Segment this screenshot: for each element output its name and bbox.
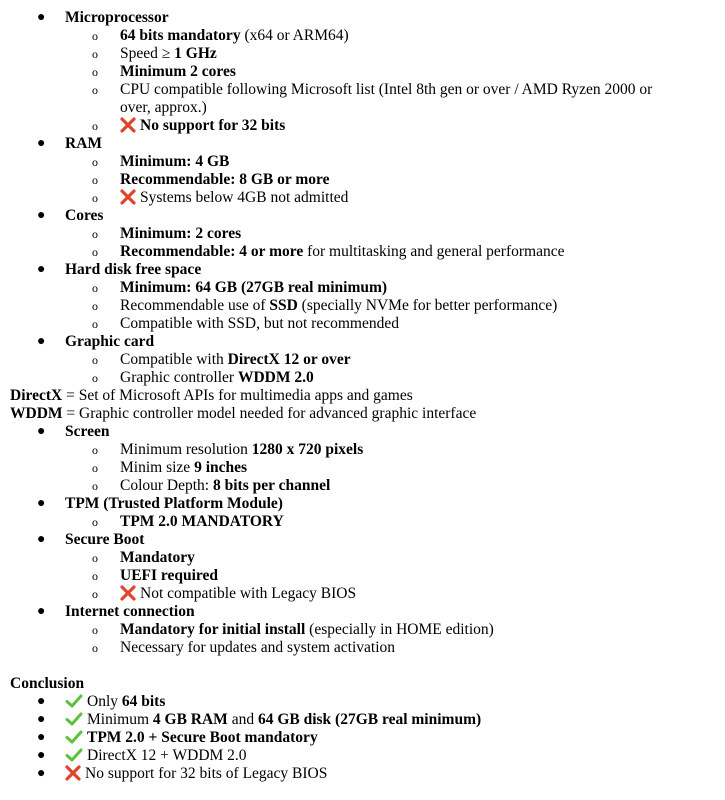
bullet: ● xyxy=(37,496,46,511)
conclusion-item: ● DirectX 12 + WDDM 2.0 xyxy=(37,747,247,764)
sub-bullet: o xyxy=(92,83,98,97)
section-title: Cores xyxy=(65,207,104,224)
sub-bullet: o xyxy=(92,299,98,313)
list-item: o TPM 2.0 MANDATORY xyxy=(92,513,284,530)
section-tpm xyxy=(0,495,725,513)
check-icon xyxy=(65,711,83,727)
sub-bullet: o xyxy=(92,281,98,295)
sub-bullet: o xyxy=(92,65,98,79)
list-item: o Recommendable: 4 or more for multitasking and general performance xyxy=(92,243,565,260)
list-item: o Not compatible with Legacy BIOS xyxy=(92,585,357,602)
section-title: Microprocessor xyxy=(65,9,169,26)
cross-icon xyxy=(65,765,81,781)
list-item: o Mandatory xyxy=(92,549,195,566)
cross-icon xyxy=(120,585,136,601)
bullet: ● xyxy=(37,532,46,547)
conclusion-item: ● No support for 32 bits of Legacy BIOS xyxy=(37,765,328,782)
list-item: o Recommendable: 8 GB or more xyxy=(92,171,330,188)
check-icon xyxy=(65,729,83,745)
sub-bullet: o xyxy=(92,587,98,601)
sub-bullet: o xyxy=(92,515,98,529)
list-item: o Minimum: 64 GB (27GB real minimum) xyxy=(92,279,388,296)
list-item: o CPU compatible following Microsoft list (Intel 8th gen or over / AMD Ryzen 2000 or over, approx.) xyxy=(92,81,653,116)
conclusion-heading: Conclusion xyxy=(10,675,85,692)
section-cores xyxy=(0,207,725,225)
sub-bullet: o xyxy=(92,227,98,241)
document-body xyxy=(0,9,725,783)
conclusion-item: ● Minimum 4 GB RAM and 64 GB disk (27GB real minimum) xyxy=(37,711,482,728)
bullet: ● xyxy=(37,136,46,151)
section-microprocessor xyxy=(0,9,725,27)
sub-bullet: o xyxy=(92,551,98,565)
list-item: o Minimum 2 cores xyxy=(92,63,236,80)
check-icon xyxy=(65,693,83,709)
conclusion-item: ● TPM 2.0 + Secure Boot mandatory xyxy=(37,729,318,746)
sub-bullet: o xyxy=(92,443,98,457)
check-icon xyxy=(65,747,83,763)
sub-bullet: o xyxy=(92,569,98,583)
list-item: o Necessary for updates and system activation xyxy=(92,639,396,656)
sub-bullet: o xyxy=(92,155,98,169)
sub-bullet: o xyxy=(92,191,98,205)
sub-bullet: o xyxy=(92,173,98,187)
section-title: RAM xyxy=(65,135,103,152)
bullet: ● xyxy=(37,424,46,439)
bullet: ● xyxy=(37,748,46,763)
cross-icon xyxy=(120,189,136,205)
list-item: o Minimum resolution 1280 x 720 pixels xyxy=(92,441,364,458)
section-internet xyxy=(0,603,725,621)
list-item: o Minimum: 2 cores xyxy=(92,225,242,242)
sub-bullet: o xyxy=(92,461,98,475)
list-item: o Speed ≥ 1 GHz xyxy=(92,45,217,62)
definition-term: WDDM xyxy=(10,405,63,422)
section-screen xyxy=(0,423,725,441)
section-title: TPM (Trusted Platform Module) xyxy=(65,495,283,512)
list-item: o Mandatory for initial install (especially in HOME edition) xyxy=(92,621,494,638)
section-title: Graphic card xyxy=(65,333,155,350)
list-item: o Recommendable use of SSD (specially NVMe for better performance) xyxy=(92,297,558,314)
list-item: o No support for 32 bits xyxy=(92,117,286,134)
section-title: Screen xyxy=(65,423,110,440)
sub-bullet: o xyxy=(92,317,98,331)
list-item: o Minimum: 4 GB xyxy=(92,153,230,170)
list-item: o Minim size 9 inches xyxy=(92,459,248,476)
list-item: o UEFI required xyxy=(92,567,219,584)
section-title: Secure Boot xyxy=(65,531,145,548)
sub-bullet: o xyxy=(92,479,98,493)
bullet: ● xyxy=(37,694,46,709)
list-item: o 64 bits mandatory (x64 or ARM64) xyxy=(92,27,349,44)
bullet: ● xyxy=(37,334,46,349)
bullet: ● xyxy=(37,10,46,25)
sub-bullet: o xyxy=(92,47,98,61)
definition-wddm: WDDM = Graphic controller model needed for advanced graphic interface xyxy=(10,405,477,422)
bullet: ● xyxy=(37,766,46,781)
section-hard-disk xyxy=(0,261,725,279)
bullet: ● xyxy=(37,730,46,745)
definition-directx: DirectX = Set of Microsoft APIs for multimedia apps and games xyxy=(10,387,413,404)
list-item: o Compatible with DirectX 12 or over xyxy=(92,351,351,368)
cross-icon xyxy=(120,117,136,133)
definition-term: DirectX xyxy=(10,387,63,404)
sub-bullet: o xyxy=(92,353,98,367)
sub-bullet: o xyxy=(92,119,98,133)
sub-bullet: o xyxy=(92,641,98,655)
sub-bullet: o xyxy=(92,623,98,637)
bullet: ● xyxy=(37,712,46,727)
bullet: ● xyxy=(37,262,46,277)
sub-bullet: o xyxy=(92,245,98,259)
bullet: ● xyxy=(37,208,46,223)
list-item: o Colour Depth: 8 bits per channel xyxy=(92,477,331,494)
section-title: Hard disk free space xyxy=(65,261,202,278)
section-secure-boot xyxy=(0,531,725,549)
conclusion-item: ● Only 64 bits xyxy=(37,693,166,710)
blank-line xyxy=(0,657,725,675)
section-graphic-card xyxy=(0,333,725,351)
list-item: o Compatible with SSD, but not recommended xyxy=(92,315,399,332)
section-title: Internet connection xyxy=(65,603,195,620)
sub-bullet: o xyxy=(92,29,98,43)
list-item: o Systems below 4GB not admitted xyxy=(92,189,349,206)
bullet: ● xyxy=(37,604,46,619)
sub-bullet: o xyxy=(92,371,98,385)
list-item: o Graphic controller WDDM 2.0 xyxy=(92,369,314,386)
section-ram xyxy=(0,135,725,153)
